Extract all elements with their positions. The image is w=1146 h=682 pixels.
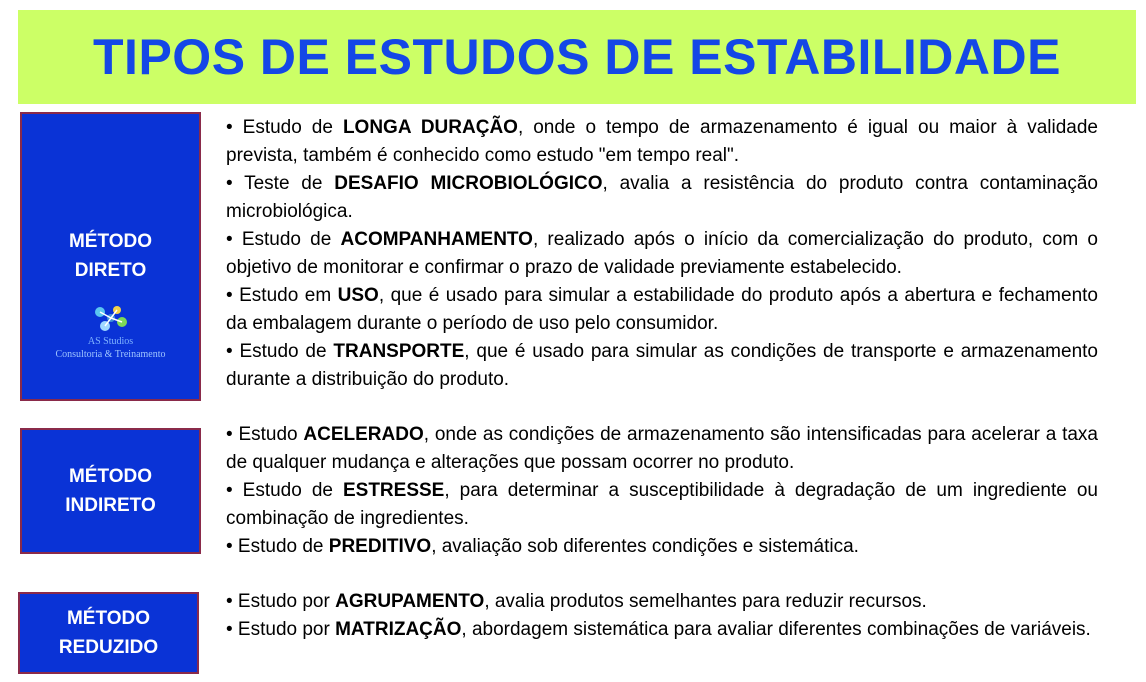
method-direto-box [20, 112, 201, 401]
method-direto-label-line1: MÉTODO [68, 231, 153, 252]
method-reduzido-label-line2: REDUZIDO [58, 637, 159, 658]
list-item: • Estudo por AGRUPAMENTO, avalia produtos semelhantes para reduzir recursos. [226, 591, 927, 612]
logo-subtitle-text: Consultoria & Treinamento [55, 349, 166, 360]
method-reduzido-box [18, 592, 199, 674]
list-item: • Estudo ACELERADO, onde as condições de armazenamento são intensificadas para acelerar a taxa de qualquer mudança e alterações que possam ocorrer no produto. [226, 424, 1098, 473]
list-item: • Estudo em USO, que é usado para simular a estabilidade do produto após a abertura e fechamento da embalagem durante o período de uso pelo consumidor. [226, 285, 1098, 334]
list-item: • Estudo de PREDITIVO, avaliação sob diferentes condições e sistemática. [226, 536, 859, 557]
page-title: TIPOS DE ESTUDOS DE ESTABILIDADE [93, 29, 1061, 85]
method-direto-label-line2: DIRETO [74, 260, 147, 281]
method-direto-label [22, 227, 199, 285]
method-indireto-box [20, 428, 201, 554]
method-indireto-label-line2: INDIRETO [65, 495, 156, 516]
list-item: • Estudo de LONGA DURAÇÃO, onde o tempo de armazenamento é igual ou maior à validade prevista, também é conhecido como estudo "em tempo real". [226, 117, 1098, 166]
list-item: • Estudo de ACOMPANHAMENTO, realizado após o início da comercialização do produto, com o objetivo de monitorar e confirmar o prazo de validade previamente estabelecido. [226, 229, 1098, 278]
molecule-logo-icon [91, 304, 131, 334]
method-reduzido-description [226, 588, 1098, 644]
method-reduzido-label-line1: MÉTODO [66, 608, 151, 629]
list-item: • Teste de DESAFIO MICROBIOLÓGICO, avalia a resistência do produto contra contaminação microbiológica. [226, 173, 1098, 222]
title-banner [18, 10, 1136, 104]
list-item: • Estudo de TRANSPORTE, que é usado para simular as condições de transporte e armazenamento durante a distribuição do produto. [226, 341, 1098, 390]
method-indireto-label-line1: MÉTODO [68, 466, 153, 487]
logo-brand-text: AS Studios [87, 336, 134, 347]
company-logo [22, 304, 199, 361]
method-indireto-description [226, 421, 1098, 561]
method-direto-description [226, 114, 1098, 394]
list-item: • Estudo por MATRIZAÇÃO, abordagem sistemática para avaliar diferentes combinações de variáveis. [226, 619, 1091, 640]
list-item: • Estudo de ESTRESSE, para determinar a susceptibilidade à degradação de um ingrediente ou combinação de ingredientes. [226, 480, 1098, 529]
